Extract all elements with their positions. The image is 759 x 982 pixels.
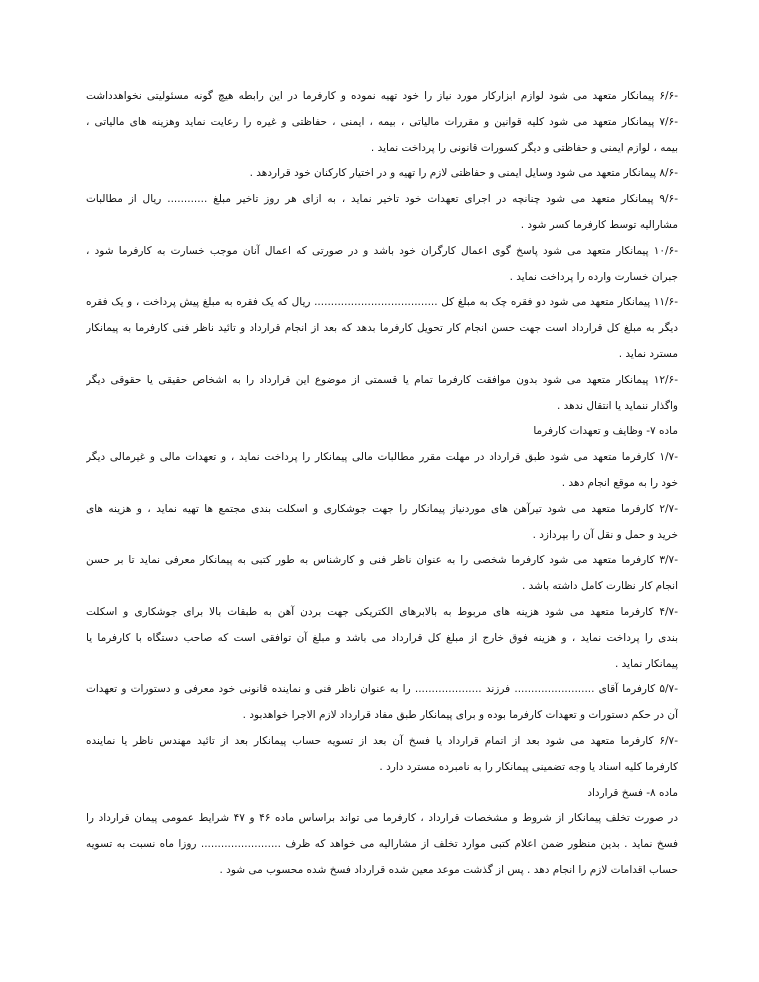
clause-7-6-line-1: -۶/۷ کارفرما متعهد می شود بعد از اتمام قرارداد یا فسخ آن بعد از تسویه حساب پیمانکار بعد از تائید مهندس ناظر یا نماینده [86, 734, 678, 747]
clause-6-6-line: -۶/۶ پیمانکار متعهد می شود لوازم ابزارکار مورد نیاز را خود تهیه نموده و کارفرما در این رابطه هیچ گونه مسئولیتی نخواهدداشت [86, 90, 678, 102]
clause-7-3-line-1: -۳/۷ کارفرما متعهد می شود کارفرما شخصی را به عنوان ناظر فنی و کارشناس به طور کتبی به پیمانکار معرفی نماید تا بر حسن [86, 554, 678, 567]
article-7-heading: ماده ۷- وظایف و تعهدات کارفرما [533, 425, 678, 438]
clause-7-2-line-2: خرید و حمل و نقل آن را بپردازد . [532, 528, 678, 541]
clause-7-1-line-1: -۱/۷ کارفرما متعهد می شود طبق قرارداد در مهلت مقرر مطالبات مالی پیمانکار را پرداخت نماید ، و تعهدات مالی و غیرمالی دیگر [86, 451, 678, 464]
document-page [86, 84, 678, 884]
clause-6-11-line-1: -۱۱/۶ پیمانکار متعهد می شود دو فقره چک به مبلغ کل ..................................... ریال که یک فقره به مبلغ پیش پرداخت ، و یک فقره [86, 296, 678, 309]
clause-7-3-line-2: انجام کار نظارت کامل داشته باشد . [521, 580, 678, 593]
clause-6-8-line: -۸/۶ پیمانکار متعهد می شود وسایل ایمنی و حفاظتی لازم را تهیه و در اختیار کارکنان خود قراردهد . [249, 167, 678, 180]
clause-6-12-line-1: -۱۲/۶ پیمانکار متعهد می شود بدون موافقت کارفرما تمام یا قسمتی از موضوع این قرارداد را به اشخاص حقیقی یا حقوقی دیگر [86, 373, 678, 386]
clause-6-7-line-1: -۷/۶ پیمانکار متعهد می شود کلیه قوانین و مقررات مالیاتی ، بیمه ، ایمنی ، حفاظتی و غیره را رعایت نماید وهزینه های مالیاتی ، [86, 115, 678, 128]
clause-6-10-line-2: جبران خسارت وارده را پرداخت نماید . [509, 270, 678, 283]
clause-6-12-line-2: واگذار ننماید یا انتقال ندهد . [556, 399, 678, 412]
clause-7-4-line-3: پیمانکار نماید . [615, 657, 678, 670]
clause-6-7-line-2: بیمه ، لوازم ایمنی و حفاظتی و دیگر کسورات قانونی را پرداخت نماید . [370, 141, 678, 154]
clause-7-1-line-2: خود را به موقع انجام دهد . [561, 476, 678, 489]
article-8-heading: ماده ۸- فسخ قرارداد [587, 786, 678, 799]
clause-7-5-line-2: آن در حکم دستورات و تعهدات کارفرما بوده و برای پیمانکار طبق مفاد قرارداد لازم الاجرا خواهدبود . [242, 709, 678, 722]
clause-7-4-line-1: -۴/۷ کارفرما متعهد می شود هزینه های مربوط به بالابرهای الکتریکی جهت بردن آهن به طبقات بالا برای جوشکاری و اسکلت [86, 605, 678, 618]
article-8-line-3: حساب اقدامات لازم را انجام دهد . پس از گذشت موعد معین شده قرارداد فسخ شده محسوب می شود . [219, 863, 678, 876]
clause-7-2-line-1: -۲/۷ کارفرما متعهد می شود تیرآهن های موردنیاز پیمانکار را جهت جوشکاری و اسکلت بندی مجتمع ها تهیه نماید ، و هزینه های [86, 502, 678, 515]
clause-6-11-line-3: مسترد نماید . [618, 347, 678, 360]
clause-7-6-line-2: کارفرما کلیه اسناد یا وجه تضمینی پیمانکار را به نامبرده مسترد دارد . [379, 760, 678, 773]
clause-6-9-line-2: مشارالیه توسط کارفرما کسر شود . [520, 218, 678, 231]
clause-7-5-line-1: -۵/۷ کارفرما آقای ........................ فرزند .................... را به عنوان ناظر فنی و نماینده قانونی خود معرفی و دستورات و تعهدات [86, 683, 678, 696]
article-8-line-2: فسخ نماید . بدین منظور ضمن اعلام کتبی موارد تخلف از مشارالیه می خواهد که ظرف ........................ روزا ماه نسبت به تسویه [86, 838, 678, 851]
clause-6-9-line-1: -۹/۶ پیمانکار متعهد می شود چنانچه در اجرای تعهدات خود تاخیر نماید ، به ازای هر روز تاخیر مبلغ ............ ریال از مطالبات [86, 193, 678, 206]
clause-7-4-line-2: بندی را پرداخت نماید ، و هزینه فوق خارج از مبلغ کل قرارداد می باشد و مبلغ آن توافقی است که صاحب دستگاه با کارفرما یا [86, 631, 678, 644]
clause-6-11-line-2: دیگر به مبلغ کل قرارداد است جهت حسن انجام کار تحویل کارفرما بدهد که بعد از انجام قرارداد و تائید ناظر فنی کارفرما به پیمانکار [86, 322, 678, 335]
article-8-line-1: در صورت تخلف پیمانکار از شروط و مشخصات قرارداد ، کارفرما می تواند براساس ماده ۴۶ و ۴۷ شرایط عمومی پیمان قرارداد را [86, 812, 678, 825]
clause-6-10-line-1: -۱۰/۶ پیمانکار متعهد می شود پاسخ گوی اعمال کارگران خود باشد و در صورتی که اعمال آنان موجب خسارت به کارفرما شود ، [86, 244, 678, 257]
